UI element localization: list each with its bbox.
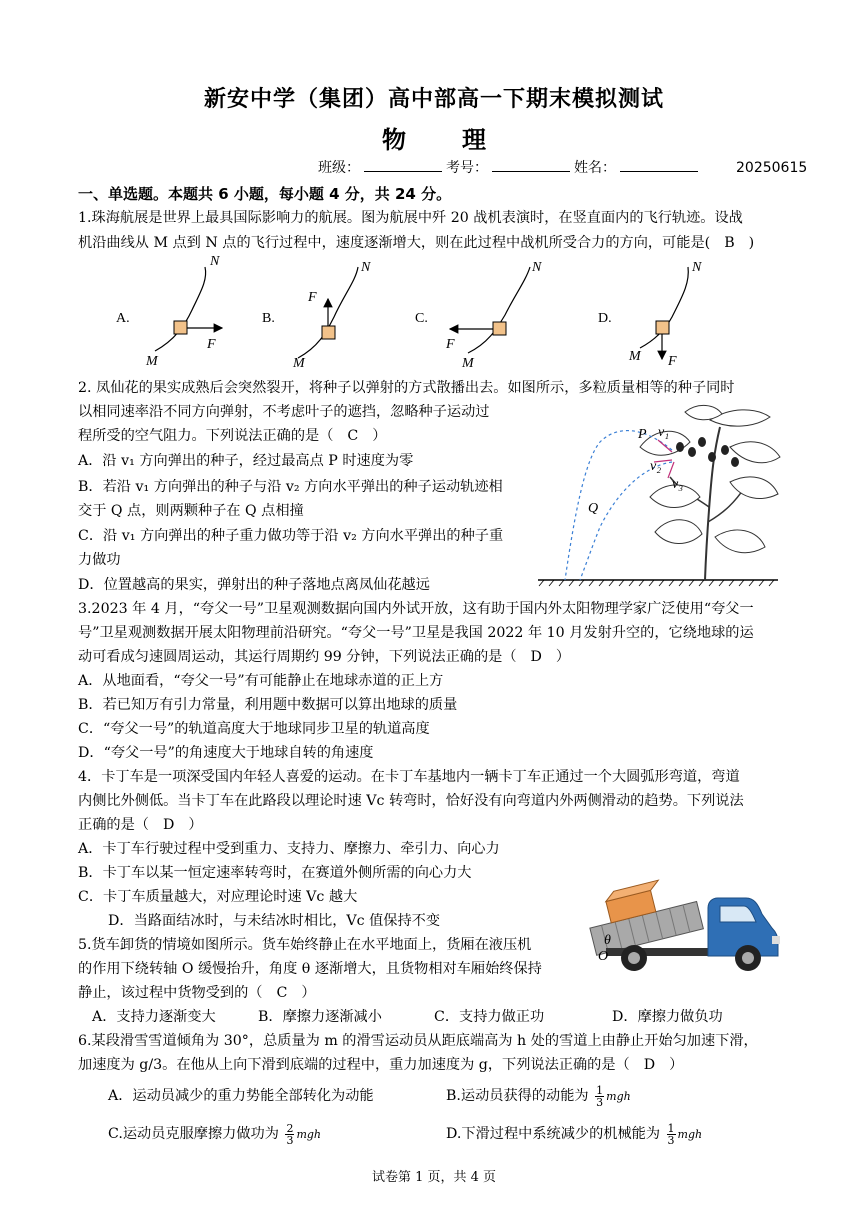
exam-no-blank[interactable]: [492, 171, 570, 172]
exam-title: 新安中学（集团）高中部高一下期末模拟测试: [203, 87, 664, 112]
q3-option-c: C．“夸父一号”的轨道高度大于地球同步卫星的轨道高度: [78, 721, 430, 737]
q5-option-a: A．支持力逐渐变大: [92, 1009, 216, 1025]
name-label: 姓名：: [574, 160, 616, 176]
q1-c-label-m: M: [462, 356, 474, 371]
q2-option-b-line-1: B．若沿 v₁ 方向弹出的种子与沿 v₂ 方向水平弹出的种子运动轨迹相: [78, 479, 503, 495]
q3-line-3: [78, 645, 570, 669]
subject-heading: [0, 120, 868, 155]
q4-option-a: A．卡丁车行驶过程中受到重力、支持力、摩擦力、牵引力、向心力: [78, 841, 500, 857]
q6-option-b: [446, 1084, 631, 1109]
q1-figure-c: [415, 260, 542, 371]
q1-line-2-text: 机沿曲线从 M 点到 N 点的飞行过程中，速度逐渐增大，则在此过程中战机所受合力的方向，可能是(: [78, 235, 711, 251]
q4-line-2: 内侧比外侧低。当卡丁车在此路段以理论时速 Vc 转弯时，恰好没有向弯道内外两侧滑动的趋势。下列说法: [78, 793, 744, 809]
q6-option-c-mgh: mgh: [296, 1128, 322, 1141]
q2-option-d: D．位置越高的果实，弹射出的种子落地点离凤仙花越远: [78, 577, 430, 593]
q6-option-d-fraction: [667, 1123, 676, 1146]
q2-answer: C: [347, 428, 359, 444]
q6-option-c-fraction: [285, 1123, 294, 1146]
q5-line-1: 5.货车卸货的情境如图所示。货车始终静止在水平地面上，货厢在液压机: [78, 937, 532, 953]
q1-close: ): [748, 235, 755, 251]
q6-option-d-mgh: mgh: [677, 1128, 703, 1141]
q6-answer: D: [643, 1057, 656, 1073]
q6-line-2-text: 加速度为 g/3。在他从上向下滑到底端的过程中，重力加速度为 g，下列说法正确的是（: [78, 1057, 630, 1073]
section-heading: 一、单选题。本题共 6 小题，每小题 4 分，共 24 分。: [78, 185, 452, 203]
q2-close: ）: [372, 428, 387, 444]
student-info-line: [318, 157, 807, 177]
q6-option-d: [446, 1122, 702, 1147]
q6-option-a: A．运动员减少的重力势能全部转化为动能: [108, 1088, 374, 1104]
q2-fig-label-v2: v₂: [650, 459, 662, 474]
q3-option-d: D．“夸父一号”的角速度大于地球自转的角速度: [78, 745, 374, 761]
q6-option-b-fraction: [595, 1085, 604, 1108]
q1-a-label-m: M: [146, 354, 158, 369]
q5-option-b: B．摩擦力逐渐减小: [258, 1009, 382, 1025]
q5-line-3: [78, 981, 316, 1005]
q6-option-b-den: 3: [596, 1095, 604, 1109]
q5-answer: C: [276, 985, 288, 1001]
q1-d-label-f: F: [668, 354, 677, 369]
q1-answer: B: [724, 235, 735, 251]
q6-line-2: [78, 1053, 683, 1077]
subject-char-1: 物: [382, 126, 406, 154]
q1-a-label-f: F: [207, 337, 216, 352]
q1-option-c-label: C.: [415, 311, 428, 326]
q1-d-label-n: N: [692, 260, 702, 275]
q6-option-b-text: B.运动员获得的动能为: [446, 1088, 589, 1104]
q1-option-a-label: A.: [116, 311, 130, 326]
q3-answer: D: [530, 649, 542, 665]
q2-line-1: 2. 凤仙花的果实成熟后会突然裂开，将种子以弹射的方式散播出去。如图所示，多粒质量相等的种子同时: [78, 380, 735, 396]
q1-line-2: [78, 231, 754, 255]
q1-b-label-n: N: [361, 260, 371, 275]
q4-close: ）: [188, 817, 203, 833]
q1-c-label-f: F: [446, 337, 455, 352]
q6-option-c-den: 3: [286, 1133, 294, 1147]
q2-option-a: A．沿 v₁ 方向弹出的种子，经过最高点 P 时速度为零: [78, 453, 414, 469]
exam-date: 20250615: [736, 160, 808, 176]
q5-truck-figure: [588, 876, 788, 980]
q4-option-b: B．卡丁车以某一恒定速率转弯时，在赛道外侧所需的向心力大: [78, 865, 472, 881]
q4-option-c: C．卡丁车质量越大，对应理论时速 Vc 越大: [78, 889, 358, 905]
q3-option-b: B．若已知万有引力常量，利用题中数据可以算出地球的质量: [78, 697, 458, 713]
q2-line-3: [78, 424, 386, 448]
q2-line-3-text: 程所受的空气阻力。下列说法正确的是（: [78, 428, 334, 444]
q5-close: ）: [301, 985, 316, 1001]
q5-option-d: D．摩擦力做负功: [612, 1009, 723, 1025]
q3-option-a: A．从地面看，“夸父一号”有可能静止在地球赤道的正上方: [78, 673, 444, 689]
q6-option-d-text: D.下滑过程中系统减少的机械能为: [446, 1126, 661, 1142]
class-label: 班级：: [318, 160, 360, 176]
q5-line-3-text: 静止，该过程中货物受到的（: [78, 985, 263, 1001]
q1-line-1: 1.珠海航展是世界上最具国际影响力的航展。图为航展中歼 20 战机表演时，在竖直面内的飞行轨迹。设战: [78, 210, 743, 226]
q6-option-d-den: 3: [667, 1133, 675, 1147]
q4-line-1: 4．卡丁车是一项深受国内年轻人喜爱的运动。在卡丁车基地内一辆卡丁车正通过一个大圆弧形弯道，弯道: [78, 769, 740, 785]
page-footer: 试卷第 1 页，共 4 页: [371, 1170, 497, 1185]
q1-option-figures: [0, 255, 868, 375]
q1-a-label-n: N: [210, 254, 220, 269]
q3-line-3-text: 动可看成匀速圆周运动，其运行周期约 99 分钟，下列说法正确的是（: [78, 649, 517, 665]
q1-figure-d: [598, 260, 702, 369]
q2-fig-label-v3: v₃: [672, 477, 684, 492]
q6-close: ）: [669, 1057, 684, 1073]
q1-b-label-f: F: [308, 290, 317, 305]
q2-option-c-line-2: 力做功: [78, 552, 121, 568]
q5-line-2: 的作用下绕转轴 O 缓慢抬升，角度 θ 逐渐增大，且货物相对车厢始终保持: [78, 961, 542, 977]
q4-option-d: D．当路面结冰时，与未结冰时相比，Vc 值保持不变: [108, 913, 441, 929]
exam-no-label: 考号：: [446, 160, 488, 176]
q5-option-c: C．支持力做正功: [434, 1009, 545, 1025]
q4-line-3-text: 正确的是（: [78, 817, 149, 833]
q6-option-b-mgh: mgh: [606, 1090, 631, 1103]
q1-d-label-m: M: [629, 349, 641, 364]
q4-answer: D: [162, 817, 175, 833]
q6-option-c: [108, 1122, 321, 1147]
q1-figure-b: [262, 260, 371, 371]
q2-option-b-line-2: 交于 Q 点，则两颗种子在 Q 点相撞: [78, 503, 304, 519]
q6-option-d-num: 1: [667, 1121, 675, 1135]
q1-figure-a: [116, 254, 222, 369]
q2-option-c-line-1: C．沿 v₁ 方向弹出的种子重力做功等于沿 v₂ 方向水平弹出的种子重: [78, 528, 504, 544]
q2-fig-label-p: P: [638, 427, 647, 442]
q1-b-label-m: M: [293, 356, 305, 371]
q1-option-b-label: B.: [262, 311, 275, 326]
class-blank[interactable]: [364, 171, 442, 172]
q6-option-c-num: 2: [286, 1121, 294, 1135]
q6-option-b-num: 1: [596, 1083, 604, 1097]
q3-close: ）: [555, 649, 571, 665]
q1-c-label-n: N: [532, 260, 542, 275]
q2-plant-figure: [530, 402, 785, 588]
q3-line-1: 3.2023 年 4 月，“夸父一号”卫星观测数据向国内外试开放，这有助于国内外太阳物理学家广泛使用“夸父一: [78, 601, 754, 617]
q4-line-3: [78, 813, 203, 837]
q5-fig-label-theta: θ: [604, 933, 611, 948]
subject-char-2: 理: [462, 126, 486, 154]
q2-fig-label-v1: v₁: [658, 425, 670, 440]
q1-option-d-label: D.: [598, 311, 612, 326]
q6-option-c-text: C.运动员克服摩擦力做功为: [108, 1126, 279, 1142]
q3-line-2: 号”卫星观测数据开展太阳物理前沿研究。“夸父一号”卫星是我国 2022 年 10 月发射升空的，它绕地球的运: [78, 625, 754, 641]
q6-line-1: 6.某段滑雪雪道倾角为 30°，总质量为 m 的滑雪运动员从距底端高为 h 处的雪道上由静止开始匀加速下滑，: [78, 1033, 758, 1049]
q2-line-2: 以相同速率沿不同方向弹射，不考虑叶子的遮挡，忽略种子运动过: [78, 404, 490, 420]
q2-fig-label-q: Q: [588, 501, 599, 516]
name-blank[interactable]: [620, 171, 698, 172]
q5-fig-label-o: O: [598, 949, 609, 964]
